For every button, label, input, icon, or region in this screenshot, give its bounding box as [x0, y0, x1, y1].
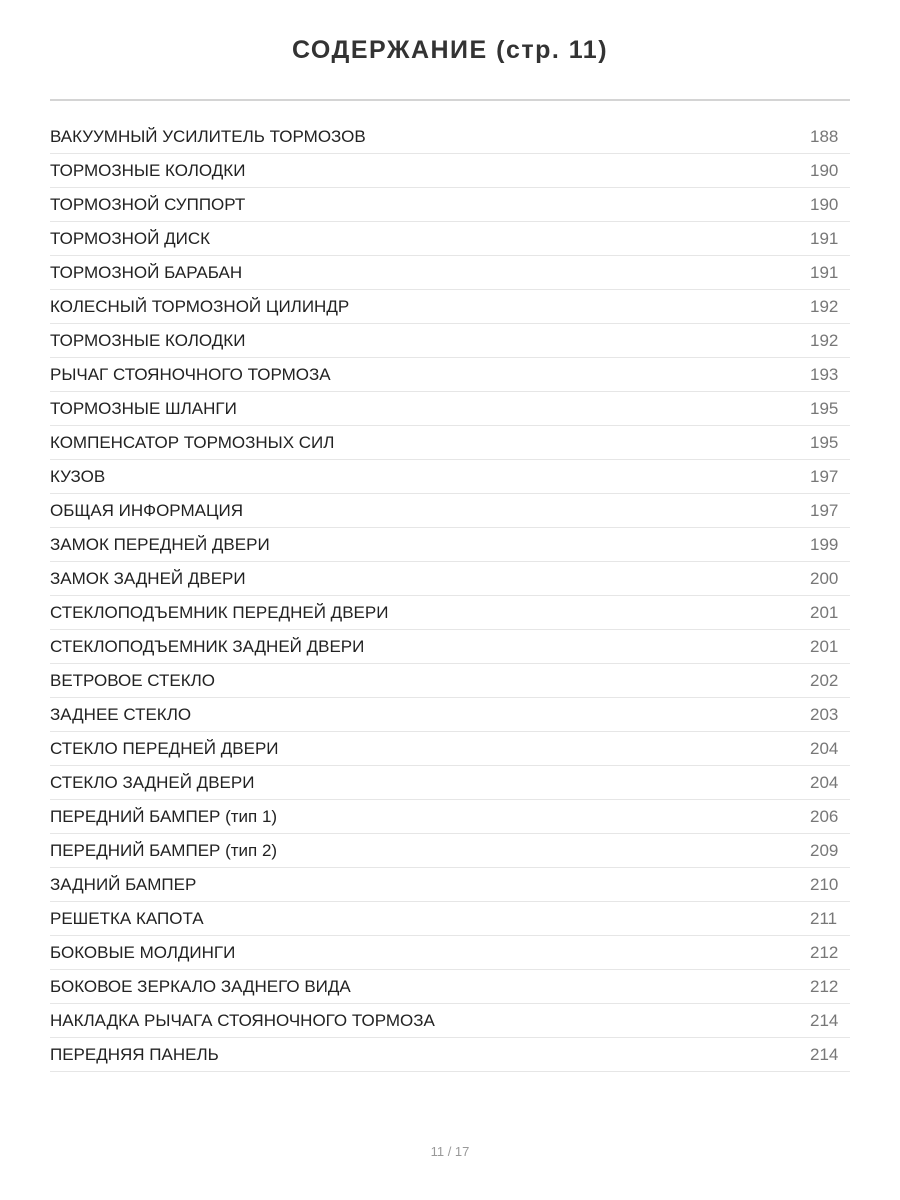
toc-entry[interactable] — [50, 358, 850, 392]
toc-entry-page-number: 209 — [810, 840, 839, 860]
toc-entry-page-number: 214 — [810, 1010, 839, 1030]
toc-entry-title: ПЕРЕДНИЙ БАМПЕР (тип 1) — [50, 806, 278, 826]
toc-entry-title: РЕШЕТКА КАПОТА — [50, 908, 204, 928]
toc-entry-page-number: 192 — [810, 296, 839, 316]
toc-entry[interactable] — [50, 732, 850, 766]
title-divider — [50, 99, 850, 101]
toc-entry[interactable] — [50, 630, 850, 664]
toc-entry[interactable] — [50, 460, 850, 494]
toc-entry[interactable] — [50, 970, 850, 1004]
toc-entry-title: ТОРМОЗНОЙ СУППОРТ — [50, 194, 246, 214]
toc-entry-title: ЗАМОК ЗАДНЕЙ ДВЕРИ — [50, 568, 246, 588]
toc-entry-page-number: 190 — [810, 160, 839, 180]
table-of-contents — [50, 120, 850, 1072]
toc-entry-title: КУЗОВ — [50, 466, 106, 486]
toc-entry[interactable] — [50, 324, 850, 358]
toc-entry-title: ПЕРЕДНЯЯ ПАНЕЛЬ — [50, 1044, 219, 1064]
toc-entry[interactable] — [50, 868, 850, 902]
toc-entry-title: ТОРМОЗНЫЕ КОЛОДКИ — [50, 160, 246, 180]
toc-entry[interactable] — [50, 120, 850, 154]
toc-entry-page-number: 190 — [810, 194, 839, 214]
toc-entry-page-number: 212 — [810, 942, 839, 962]
toc-entry-title: ВЕТРОВОЕ СТЕКЛО — [50, 670, 216, 690]
toc-entry[interactable] — [50, 766, 850, 800]
toc-entry-title: СТЕКЛОПОДЪЕМНИК ЗАДНЕЙ ДВЕРИ — [50, 636, 365, 656]
toc-entry[interactable] — [50, 256, 850, 290]
toc-entry-title: ОБЩАЯ ИНФОРМАЦИЯ — [50, 500, 244, 520]
toc-entry-title: НАКЛАДКА РЫЧАГА СТОЯНОЧНОГО ТОРМОЗА — [50, 1010, 435, 1030]
toc-entry[interactable] — [50, 494, 850, 528]
toc-entry[interactable] — [50, 596, 850, 630]
toc-entry-page-number: 191 — [810, 262, 839, 282]
toc-entry[interactable] — [50, 222, 850, 256]
toc-entry-page-number: 204 — [810, 738, 839, 758]
toc-entry-title: ЗАМОК ПЕРЕДНЕЙ ДВЕРИ — [50, 534, 270, 554]
toc-entry-page-number: 203 — [810, 704, 839, 724]
toc-entry[interactable] — [50, 562, 850, 596]
toc-entry[interactable] — [50, 936, 850, 970]
toc-entry-title: ТОРМОЗНОЙ ДИСК — [50, 228, 210, 248]
toc-entry-page-number: 195 — [810, 398, 839, 418]
toc-entry-title: КОМПЕНСАТОР ТОРМОЗНЫХ СИЛ — [50, 432, 335, 452]
toc-entry-title: ЗАДНИЙ БАМПЕР — [50, 874, 197, 894]
toc-entry-title: КОЛЕСНЫЙ ТОРМОЗНОЙ ЦИЛИНДР — [50, 296, 350, 316]
toc-entry-page-number: 202 — [810, 670, 839, 690]
toc-entry-title: БОКОВОЕ ЗЕРКАЛО ЗАДНЕГО ВИДА — [50, 976, 351, 996]
toc-entry-page-number: 201 — [810, 602, 839, 622]
toc-entry-title: СТЕКЛОПОДЪЕМНИК ПЕРЕДНЕЙ ДВЕРИ — [50, 602, 389, 622]
toc-entry-title: ТОРМОЗНОЙ БАРАБАН — [50, 262, 243, 282]
toc-entry-title: ПЕРЕДНИЙ БАМПЕР (тип 2) — [50, 840, 278, 860]
toc-entry[interactable] — [50, 154, 850, 188]
toc-entry[interactable] — [50, 290, 850, 324]
toc-entry-page-number: 201 — [810, 636, 839, 656]
toc-entry-page-number: 210 — [810, 874, 839, 894]
toc-entry-title: СТЕКЛО ПЕРЕДНЕЙ ДВЕРИ — [50, 738, 279, 758]
page-counter: 11 / 17 — [430, 1144, 470, 1159]
toc-entry-page-number: 191 — [810, 228, 839, 248]
toc-entry[interactable] — [50, 392, 850, 426]
toc-entry[interactable] — [50, 426, 850, 460]
toc-entry-title: ВАКУУМНЫЙ УСИЛИТЕЛЬ ТОРМОЗОВ — [50, 126, 366, 146]
toc-entry-page-number: 200 — [810, 568, 839, 588]
toc-entry-page-number: 197 — [810, 466, 839, 486]
toc-entry-page-number: 195 — [810, 432, 839, 452]
toc-entry-page-number: 197 — [810, 500, 839, 520]
toc-entry-page-number: 206 — [810, 806, 839, 826]
toc-entry-title: ТОРМОЗНЫЕ КОЛОДКИ — [50, 330, 246, 350]
toc-entry[interactable] — [50, 800, 850, 834]
toc-entry-page-number: 192 — [810, 330, 839, 350]
toc-entry[interactable] — [50, 1038, 850, 1072]
toc-entry-page-number: 211 — [810, 908, 838, 928]
toc-entry-title: ТОРМОЗНЫЕ ШЛАНГИ — [50, 398, 237, 418]
toc-entry[interactable] — [50, 664, 850, 698]
toc-entry[interactable] — [50, 834, 850, 868]
toc-entry[interactable] — [50, 528, 850, 562]
toc-entry-page-number: 204 — [810, 772, 839, 792]
page-title: СОДЕРЖАНИЕ (стр. 11) — [291, 36, 609, 64]
toc-entry-title: БОКОВЫЕ МОЛДИНГИ — [50, 942, 236, 962]
toc-entry[interactable] — [50, 188, 850, 222]
toc-entry[interactable] — [50, 698, 850, 732]
toc-entry-page-number: 214 — [810, 1044, 839, 1064]
toc-entry[interactable] — [50, 902, 850, 936]
toc-entry-title: РЫЧАГ СТОЯНОЧНОГО ТОРМОЗА — [50, 364, 331, 384]
toc-entry[interactable] — [50, 1004, 850, 1038]
toc-entry-page-number: 193 — [810, 364, 839, 384]
toc-entry-title: ЗАДНЕЕ СТЕКЛО — [50, 704, 192, 724]
toc-entry-title: СТЕКЛО ЗАДНЕЙ ДВЕРИ — [50, 772, 255, 792]
toc-entry-page-number: 188 — [810, 126, 839, 146]
toc-entry-page-number: 199 — [810, 534, 839, 554]
toc-entry-page-number: 212 — [810, 976, 839, 996]
